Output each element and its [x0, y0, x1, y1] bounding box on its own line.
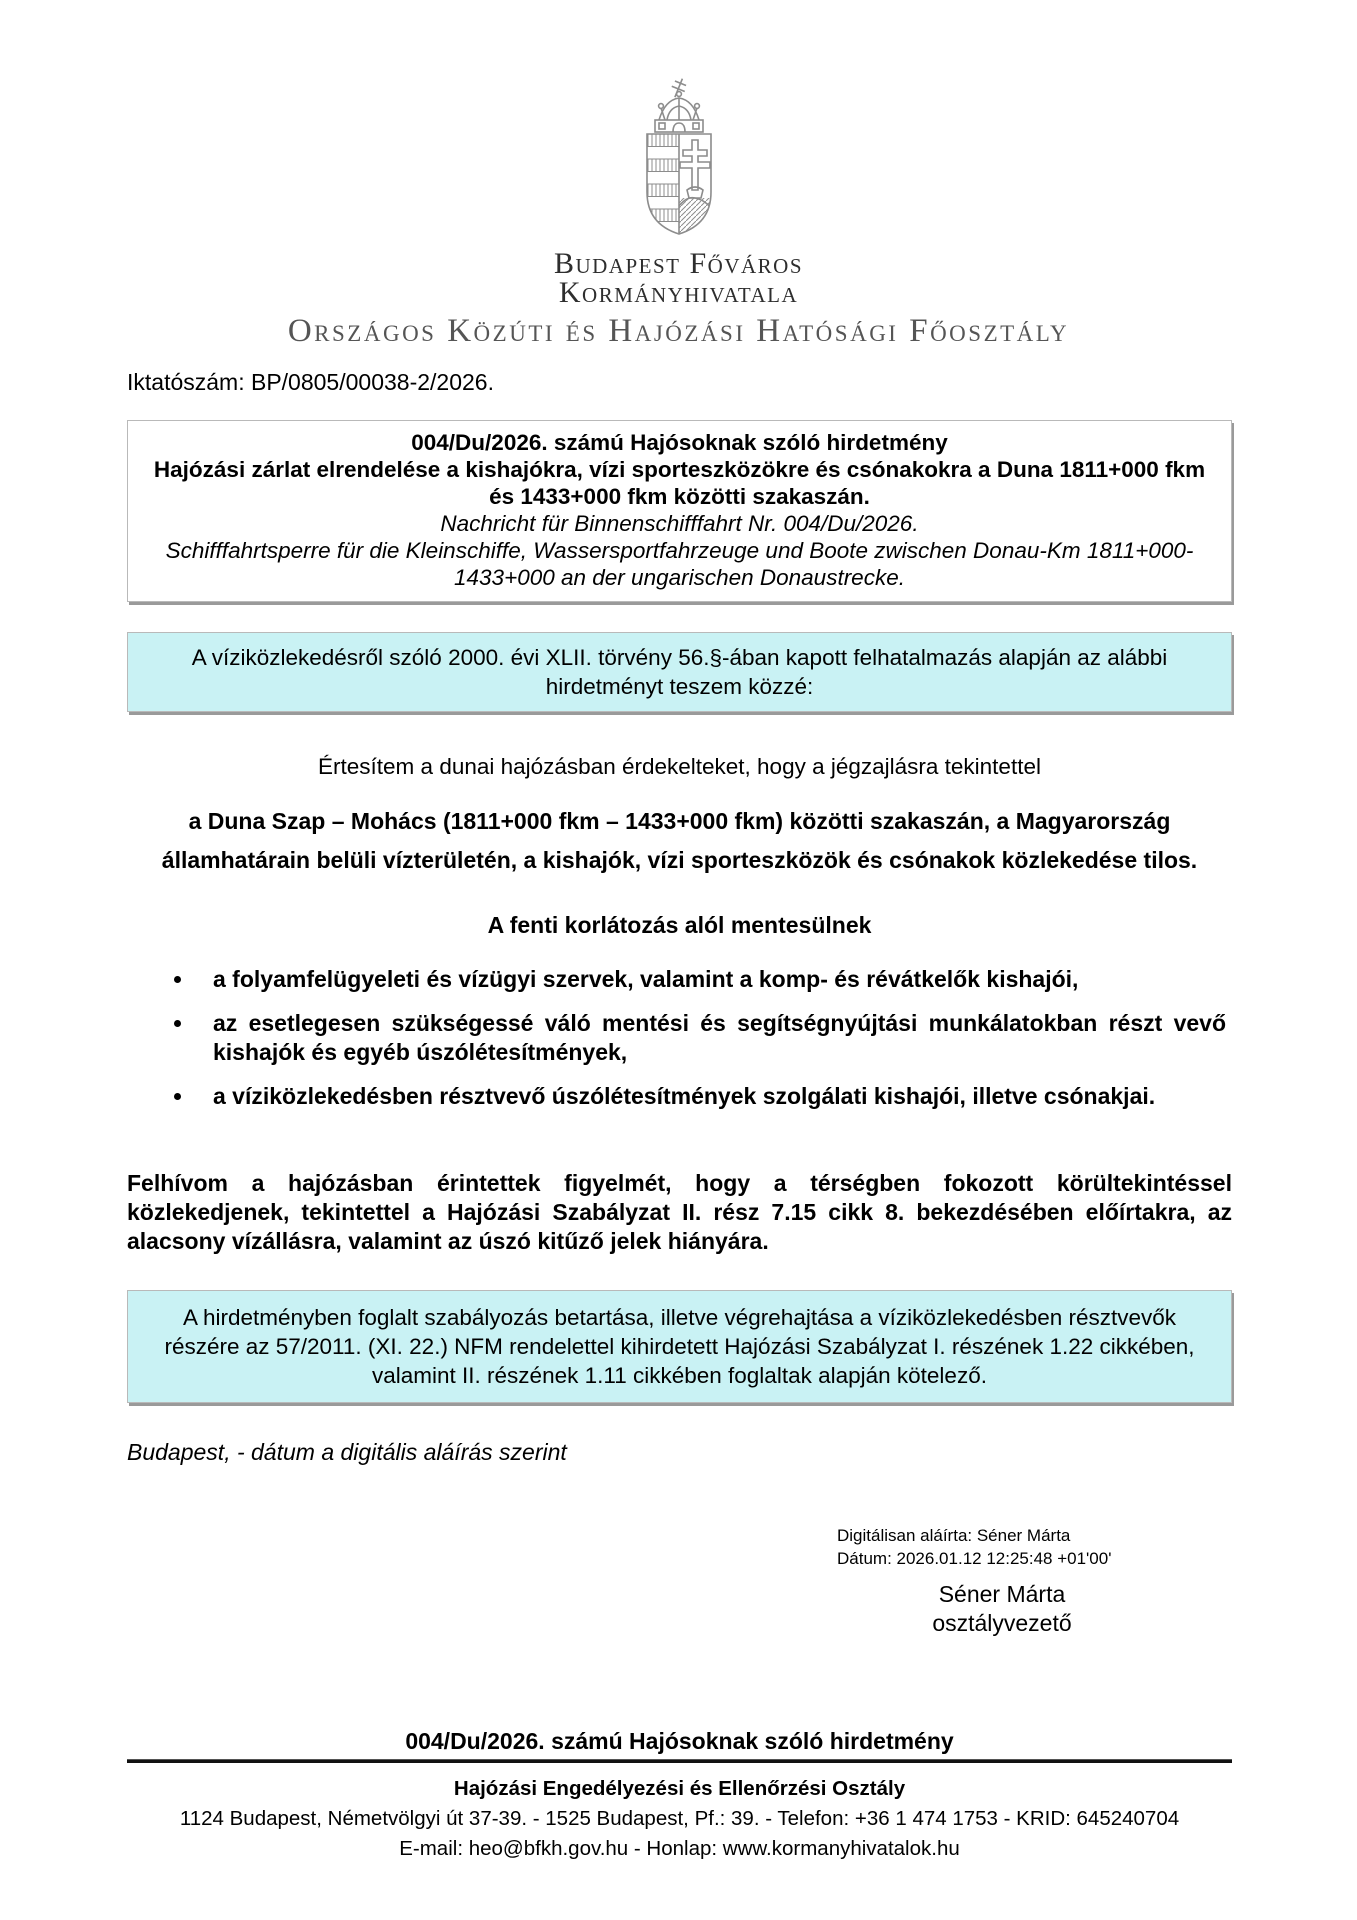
signer-title: osztályvezető — [932, 1610, 1072, 1636]
signer-name-block — [837, 1580, 1167, 1638]
signature-block — [837, 1524, 1232, 1638]
org-name-line1: Budapest Főváros — [553, 247, 804, 280]
exemption-item: • az esetlegesen szükségessé váló mentési és segítségnyújtási munkálatokban részt vevő kishajók és egyéb úszólétesítmények, — [195, 1009, 1226, 1067]
exemptions-title: A fenti korlátozás alól mentesülnek — [487, 912, 872, 938]
footer-doc-title: 004/Du/2026. számú Hajósoknak szóló hirdetmény — [405, 1728, 954, 1754]
notice-intro: Értesítem a dunai hajózásban érdekelteket, hogy a jégzajlásra tekintettel — [318, 754, 1041, 779]
footer-department: Hajózási Engedélyezési és Ellenőrzési Osztály — [453, 1777, 906, 1800]
notice-title-box — [127, 420, 1232, 602]
signer-name: Séner Márta — [938, 1581, 1066, 1607]
exemption-item: • a folyamfelügyeleti és vízügyi szervek, valamint a komp- és révátkelők kishajói, — [195, 965, 1226, 994]
notice-subject-hu: Hajózási zárlat elrendelése a kishajókra, vízi sporteszközökre és csónakokra a Duna 1811+000 fkm és 1433+000 fkm közötti szakaszán. — [153, 457, 1206, 509]
notice-main-rule: a Duna Szap – Mohács (1811+000 fkm – 1433+000 fkm) közötti szakaszán, a Magyarország államhatárain belüli vízterületén, a kishajók, vízi sporteszközök és csónakok közlekedése tilos. — [161, 808, 1198, 873]
org-name — [0, 249, 1357, 307]
digital-signature-signer: Digitálisan aláírta: Séner Márta — [837, 1526, 1071, 1545]
dateline: Budapest, - dátum a digitális aláírás szerint — [127, 1439, 567, 1465]
exemptions-list — [127, 965, 1232, 1111]
reference-number: Iktatószám: BP/0805/00038-2/2026. — [127, 369, 494, 395]
notice-number-title: 004/Du/2026. számú Hajósoknak szóló hirdetmény — [411, 430, 948, 455]
footer-divider — [127, 1759, 1232, 1763]
department-name: Országos Közúti és Hajózási Hatósági Főosztály — [287, 313, 1070, 349]
exemption-item: • a víziközlekedésben résztvevő úszólétesítmények szolgálati kishajói, illetve csónakjai. — [195, 1082, 1226, 1111]
caution-paragraph: Felhívom a hajózásban érintettek figyelmét, hogy a térségben fokozott körültekintéssel közlekedjenek, tekintettel a Hajózási Szabályzat II. rész 7.15 cikk 8. bekezdésében előírtakra, az alacsony vízállásra, valamint az úszó kitűző jelek hiányára. — [127, 1170, 1232, 1254]
notice-number-title-de: Nachricht für Binnenschifffahrt Nr. 004/Du/2026. — [440, 511, 919, 536]
authorization-box: A víziközlekedésről szóló 2000. évi XLII. törvény 56.§-ában kapott felhatalmazás alapján az alábbi hirdetményt teszem közzé: — [127, 632, 1232, 712]
org-name-line2: Kormányhivatala — [558, 276, 799, 309]
footer-address: 1124 Budapest, Németvölgyi út 37-39. - 1525 Budapest, Pf.: 39. - Telefon: +36 1 474 1753 - KRID: 645240704 — [179, 1807, 1180, 1830]
compliance-box: A hirdetményben foglalt szabályozás betartása, illetve végrehajtása a víziközlekedésben résztvevők részére az 57/2011. (XI. 22.) NFM rendelettel kihirdetett Hajózási Szabályzat I. részének 1.22 cikkében, valamint II. részének 1.11 cikkében foglaltak alapján kötelező. — [127, 1290, 1232, 1403]
footer-contact: E-mail: heo@bfkh.gov.hu - Honlap: www.kormanyhivatalok.hu — [399, 1837, 960, 1860]
header-crest — [0, 0, 1357, 245]
notice-subject-de: Schifffahrtsperre für die Kleinschiffe, Wassersportfahrzeuge und Boote zwischen Donau-Km 1811+000-1433+000 an der ungarischen Donaustrecke. — [165, 538, 1194, 590]
hungarian-coat-of-arms-icon — [631, 76, 727, 240]
digital-signature-date: Dátum: 2026.01.12 12:25:48 +01'00' — [837, 1549, 1112, 1568]
